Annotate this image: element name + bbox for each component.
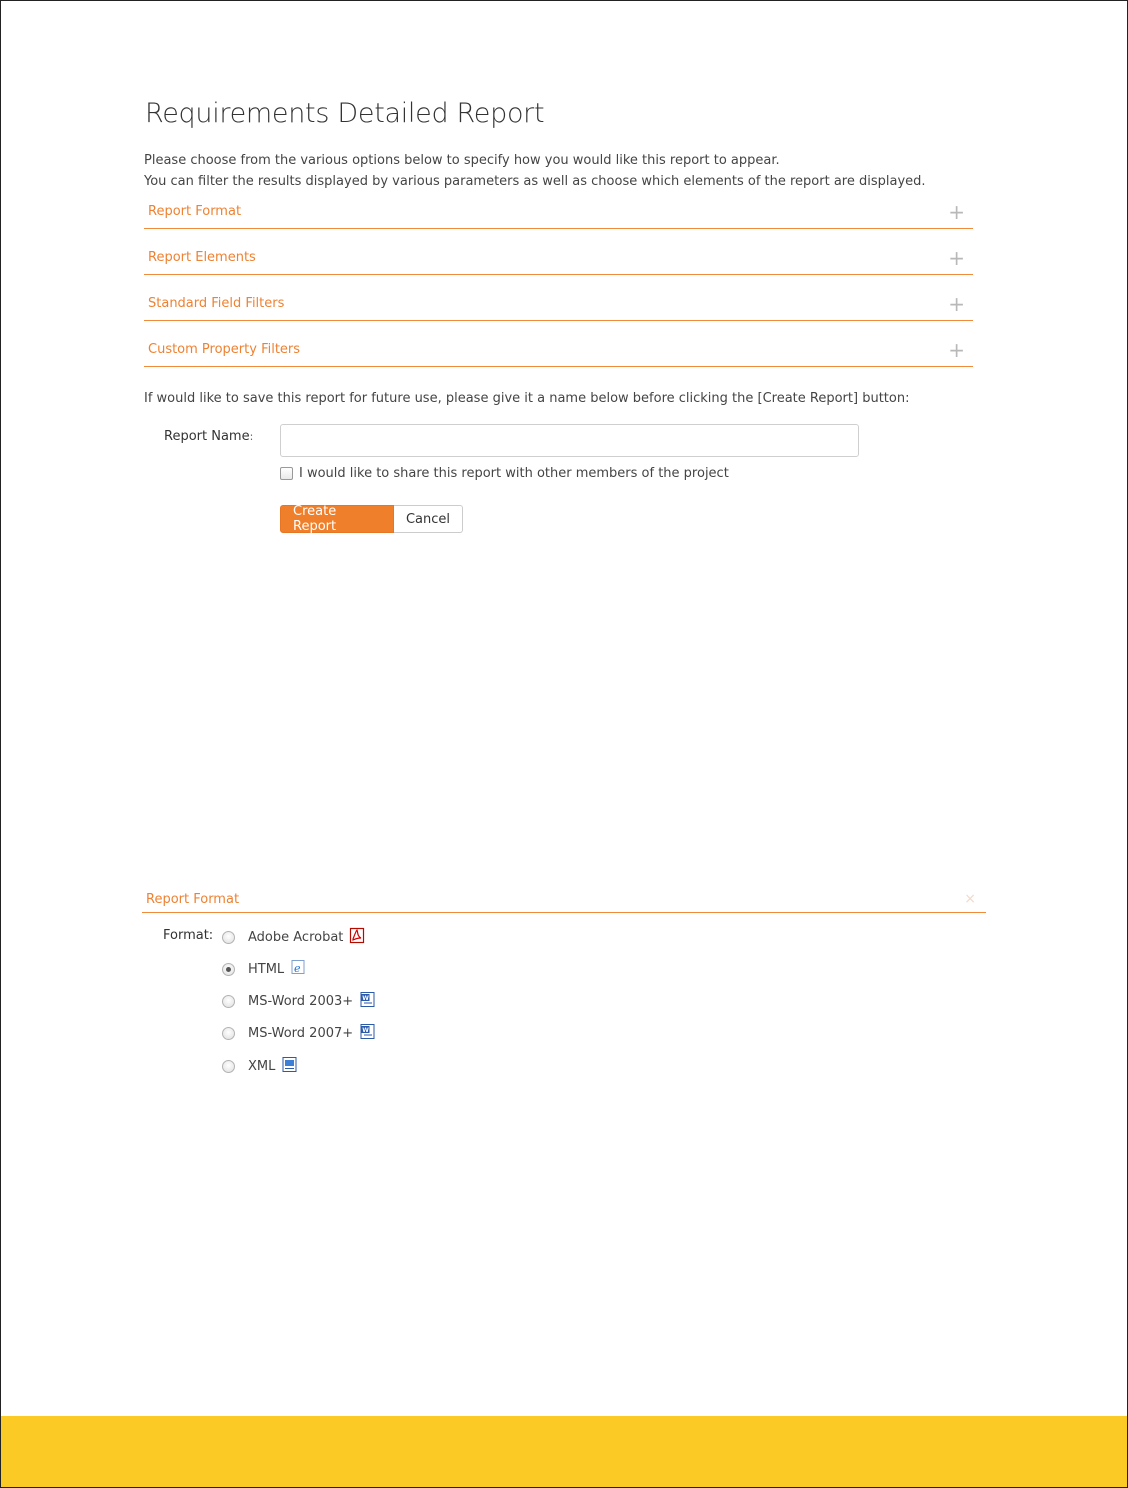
report-format-panel-header — [142, 892, 986, 913]
format-option-html[interactable] — [222, 959, 306, 979]
format-option-pdf[interactable] — [222, 927, 366, 948]
section-label: Custom Property Filters — [148, 342, 301, 357]
close-icon[interactable]: × — [964, 891, 976, 907]
word-icon — [359, 991, 376, 1012]
pdf-icon — [349, 927, 366, 948]
section-label: Report Elements — [148, 250, 256, 265]
panel-title: Report Format — [146, 892, 240, 907]
expand-plus-icon[interactable]: + — [948, 246, 965, 270]
radio-button-selected[interactable] — [222, 963, 235, 976]
action-buttons — [280, 505, 463, 533]
format-option-word-2003[interactable] — [222, 991, 376, 1012]
share-checkbox[interactable] — [280, 467, 293, 480]
footer-bar — [1, 1416, 1127, 1487]
format-option-label: HTML — [248, 961, 285, 977]
create-report-button[interactable]: Create Report — [280, 505, 394, 533]
expand-plus-icon[interactable]: + — [948, 200, 965, 224]
share-label: I would like to share this report with other members of the project — [299, 466, 729, 481]
report-name-label-text: Report Name — [164, 429, 250, 444]
radio-button[interactable] — [222, 1060, 235, 1073]
format-option-label: MS-Word 2003+ — [248, 994, 354, 1009]
intro-line-2: You can filter the results displayed by various parameters as well as choose which elements of the report are displayed. — [144, 174, 926, 189]
format-option-label: MS-Word 2007+ — [248, 1026, 354, 1041]
svg-text:W: W — [362, 1027, 369, 1034]
section-label: Standard Field Filters — [148, 296, 285, 311]
radio-button[interactable] — [222, 1027, 235, 1040]
report-name-label — [164, 429, 253, 444]
page-title: Requirements Detailed Report — [145, 98, 545, 129]
format-label-text: Format: — [163, 928, 214, 943]
save-instructions: If would like to save this report for future use, please give it a name below before clicking the [Create Report] button: — [144, 391, 910, 406]
intro-line-1: Please choose from the various options below to specify how you would like this report to appear. — [144, 153, 780, 168]
section-report-format[interactable] — [144, 200, 973, 229]
word-icon — [359, 1023, 376, 1044]
format-option-word-2007[interactable] — [222, 1023, 376, 1044]
format-option-label: XML — [248, 1059, 276, 1074]
format-option-xml[interactable] — [222, 1056, 298, 1077]
report-name-colon: : — [249, 430, 254, 443]
radio-button[interactable] — [222, 995, 235, 1008]
radio-button[interactable] — [222, 931, 235, 944]
html-icon — [290, 959, 306, 979]
xml-icon — [281, 1056, 298, 1077]
section-standard-field-filters[interactable] — [144, 292, 973, 321]
intro-text — [144, 150, 926, 192]
report-name-input[interactable] — [280, 424, 859, 457]
section-custom-property-filters[interactable] — [144, 338, 973, 367]
svg-text:e: e — [294, 962, 301, 975]
svg-text:W: W — [362, 995, 369, 1002]
section-report-elements[interactable] — [144, 246, 973, 275]
format-option-label: Adobe Acrobat — [248, 930, 344, 945]
share-option[interactable] — [280, 466, 729, 481]
section-label: Report Format — [148, 204, 242, 219]
expand-plus-icon[interactable]: + — [948, 292, 965, 316]
expand-plus-icon[interactable]: + — [948, 338, 965, 362]
format-label — [163, 928, 213, 943]
cancel-button[interactable]: Cancel — [394, 505, 463, 533]
